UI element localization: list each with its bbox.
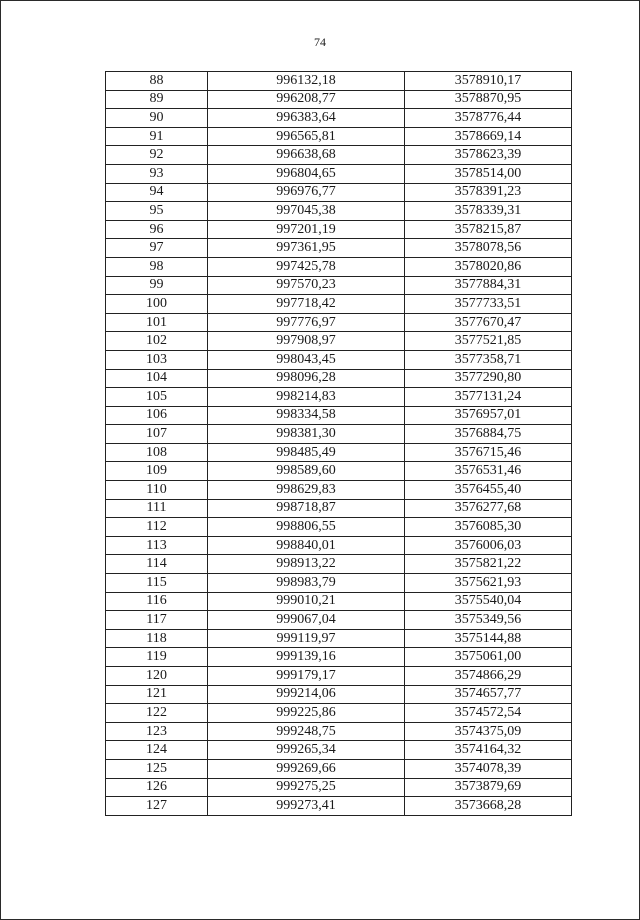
y-coordinate-cell: 3573879,69	[405, 778, 572, 797]
y-coordinate-cell: 3578910,17	[405, 72, 572, 91]
x-coordinate-cell: 998589,60	[208, 462, 405, 481]
x-coordinate-cell: 999269,66	[208, 759, 405, 778]
y-coordinate-cell: 3576006,03	[405, 536, 572, 555]
point-number-cell: 90	[106, 109, 208, 128]
x-coordinate-cell: 999273,41	[208, 797, 405, 816]
x-coordinate-cell: 998381,30	[208, 425, 405, 444]
y-coordinate-cell: 3576531,46	[405, 462, 572, 481]
point-number-cell: 123	[106, 722, 208, 741]
x-coordinate-cell: 999139,16	[208, 648, 405, 667]
x-coordinate-cell: 996804,65	[208, 164, 405, 183]
x-coordinate-cell: 998334,58	[208, 406, 405, 425]
y-coordinate-cell: 3573668,28	[405, 797, 572, 816]
point-number-cell: 96	[106, 220, 208, 239]
point-number-cell: 126	[106, 778, 208, 797]
y-coordinate-cell: 3575821,22	[405, 555, 572, 574]
y-coordinate-cell: 3578020,86	[405, 257, 572, 276]
point-number-cell: 102	[106, 332, 208, 351]
x-coordinate-cell: 999214,06	[208, 685, 405, 704]
point-number-cell: 94	[106, 183, 208, 202]
y-coordinate-cell: 3578078,56	[405, 239, 572, 258]
y-coordinate-cell: 3578669,14	[405, 127, 572, 146]
y-coordinate-cell: 3578870,95	[405, 90, 572, 109]
y-coordinate-cell: 3574375,09	[405, 722, 572, 741]
x-coordinate-cell: 997776,97	[208, 313, 405, 332]
table-row	[106, 146, 572, 165]
point-number-cell: 125	[106, 759, 208, 778]
x-coordinate-cell: 998840,01	[208, 536, 405, 555]
y-coordinate-cell: 3578514,00	[405, 164, 572, 183]
x-coordinate-cell: 996383,64	[208, 109, 405, 128]
table-row	[106, 536, 572, 555]
x-coordinate-cell: 996208,77	[208, 90, 405, 109]
x-coordinate-cell: 998043,45	[208, 350, 405, 369]
y-coordinate-cell: 3574866,29	[405, 667, 572, 686]
x-coordinate-cell: 997361,95	[208, 239, 405, 258]
y-coordinate-cell: 3575144,88	[405, 629, 572, 648]
table-row	[106, 518, 572, 537]
point-number-cell: 105	[106, 388, 208, 407]
y-coordinate-cell: 3578215,87	[405, 220, 572, 239]
table-row	[106, 164, 572, 183]
table-row	[106, 555, 572, 574]
y-coordinate-cell: 3578339,31	[405, 202, 572, 221]
x-coordinate-cell: 997718,42	[208, 295, 405, 314]
table-row	[106, 629, 572, 648]
table-row	[106, 276, 572, 295]
point-number-cell: 91	[106, 127, 208, 146]
point-number-cell: 107	[106, 425, 208, 444]
table-row	[106, 592, 572, 611]
y-coordinate-cell: 3578391,23	[405, 183, 572, 202]
y-coordinate-cell: 3574657,77	[405, 685, 572, 704]
y-coordinate-cell: 3576715,46	[405, 443, 572, 462]
point-number-cell: 124	[106, 741, 208, 760]
point-number-cell: 99	[106, 276, 208, 295]
y-coordinate-cell: 3575349,56	[405, 611, 572, 630]
x-coordinate-cell: 999248,75	[208, 722, 405, 741]
y-coordinate-cell: 3576455,40	[405, 481, 572, 500]
point-number-cell: 111	[106, 499, 208, 518]
x-coordinate-cell: 999067,04	[208, 611, 405, 630]
y-coordinate-cell: 3576085,30	[405, 518, 572, 537]
table-row	[106, 462, 572, 481]
point-number-cell: 119	[106, 648, 208, 667]
x-coordinate-cell: 996132,18	[208, 72, 405, 91]
point-number-cell: 89	[106, 90, 208, 109]
point-number-cell: 113	[106, 536, 208, 555]
point-number-cell: 121	[106, 685, 208, 704]
table-row	[106, 425, 572, 444]
point-number-cell: 93	[106, 164, 208, 183]
x-coordinate-cell: 997425,78	[208, 257, 405, 276]
table-row	[106, 722, 572, 741]
point-number-cell: 120	[106, 667, 208, 686]
point-number-cell: 109	[106, 462, 208, 481]
table-row	[106, 406, 572, 425]
x-coordinate-cell: 998806,55	[208, 518, 405, 537]
table-row	[106, 127, 572, 146]
table-row	[106, 183, 572, 202]
point-number-cell: 122	[106, 704, 208, 723]
y-coordinate-cell: 3574572,54	[405, 704, 572, 723]
table-row	[106, 295, 572, 314]
coordinates-table-body	[106, 72, 572, 816]
page-number: 74	[314, 35, 326, 49]
x-coordinate-cell: 999275,25	[208, 778, 405, 797]
y-coordinate-cell: 3577131,24	[405, 388, 572, 407]
y-coordinate-cell: 3575061,00	[405, 648, 572, 667]
x-coordinate-cell: 999179,17	[208, 667, 405, 686]
table-row	[106, 332, 572, 351]
y-coordinate-cell: 3577290,80	[405, 369, 572, 388]
point-number-cell: 100	[106, 295, 208, 314]
x-coordinate-cell: 999225,86	[208, 704, 405, 723]
y-coordinate-cell: 3577733,51	[405, 295, 572, 314]
point-number-cell: 127	[106, 797, 208, 816]
point-number-cell: 101	[106, 313, 208, 332]
y-coordinate-cell: 3574164,32	[405, 741, 572, 760]
table-row	[106, 778, 572, 797]
table-row	[106, 704, 572, 723]
x-coordinate-cell: 998983,79	[208, 574, 405, 593]
table-row	[106, 72, 572, 91]
point-number-cell: 98	[106, 257, 208, 276]
y-coordinate-cell: 3576957,01	[405, 406, 572, 425]
y-coordinate-cell: 3575540,04	[405, 592, 572, 611]
table-row	[106, 369, 572, 388]
y-coordinate-cell: 3576277,68	[405, 499, 572, 518]
point-number-cell: 115	[106, 574, 208, 593]
x-coordinate-cell: 997201,19	[208, 220, 405, 239]
point-number-cell: 88	[106, 72, 208, 91]
table-row	[106, 574, 572, 593]
table-row	[106, 220, 572, 239]
y-coordinate-cell: 3577521,85	[405, 332, 572, 351]
point-number-cell: 117	[106, 611, 208, 630]
table-row	[106, 741, 572, 760]
point-number-cell: 112	[106, 518, 208, 537]
table-row	[106, 202, 572, 221]
point-number-cell: 118	[106, 629, 208, 648]
point-number-cell: 97	[106, 239, 208, 258]
point-number-cell: 92	[106, 146, 208, 165]
x-coordinate-cell: 998629,83	[208, 481, 405, 500]
x-coordinate-cell: 998718,87	[208, 499, 405, 518]
table-row	[106, 257, 572, 276]
table-row	[106, 481, 572, 500]
point-number-cell: 106	[106, 406, 208, 425]
table-row	[106, 109, 572, 128]
y-coordinate-cell: 3577670,47	[405, 313, 572, 332]
table-row	[106, 499, 572, 518]
y-coordinate-cell: 3577358,71	[405, 350, 572, 369]
table-row	[106, 239, 572, 258]
table-row	[106, 350, 572, 369]
table-row	[106, 611, 572, 630]
table-row	[106, 388, 572, 407]
x-coordinate-cell: 999119,97	[208, 629, 405, 648]
x-coordinate-cell: 996565,81	[208, 127, 405, 146]
point-number-cell: 114	[106, 555, 208, 574]
table-row	[106, 797, 572, 816]
table-row	[106, 759, 572, 778]
y-coordinate-cell: 3578776,44	[405, 109, 572, 128]
table-row	[106, 90, 572, 109]
x-coordinate-cell: 999010,21	[208, 592, 405, 611]
point-number-cell: 108	[106, 443, 208, 462]
y-coordinate-cell: 3578623,39	[405, 146, 572, 165]
table-row	[106, 443, 572, 462]
point-number-cell: 95	[106, 202, 208, 221]
x-coordinate-cell: 996976,77	[208, 183, 405, 202]
x-coordinate-cell: 999265,34	[208, 741, 405, 760]
x-coordinate-cell: 996638,68	[208, 146, 405, 165]
x-coordinate-cell: 998096,28	[208, 369, 405, 388]
y-coordinate-cell: 3574078,39	[405, 759, 572, 778]
table-row	[106, 313, 572, 332]
table-row	[106, 667, 572, 686]
y-coordinate-cell: 3577884,31	[405, 276, 572, 295]
point-number-cell: 104	[106, 369, 208, 388]
coordinates-table	[105, 71, 572, 816]
point-number-cell: 116	[106, 592, 208, 611]
x-coordinate-cell: 998485,49	[208, 443, 405, 462]
x-coordinate-cell: 997570,23	[208, 276, 405, 295]
point-number-cell: 110	[106, 481, 208, 500]
x-coordinate-cell: 997045,38	[208, 202, 405, 221]
x-coordinate-cell: 997908,97	[208, 332, 405, 351]
table-row	[106, 648, 572, 667]
x-coordinate-cell: 998913,22	[208, 555, 405, 574]
point-number-cell: 103	[106, 350, 208, 369]
y-coordinate-cell: 3575621,93	[405, 574, 572, 593]
y-coordinate-cell: 3576884,75	[405, 425, 572, 444]
table-row	[106, 685, 572, 704]
x-coordinate-cell: 998214,83	[208, 388, 405, 407]
